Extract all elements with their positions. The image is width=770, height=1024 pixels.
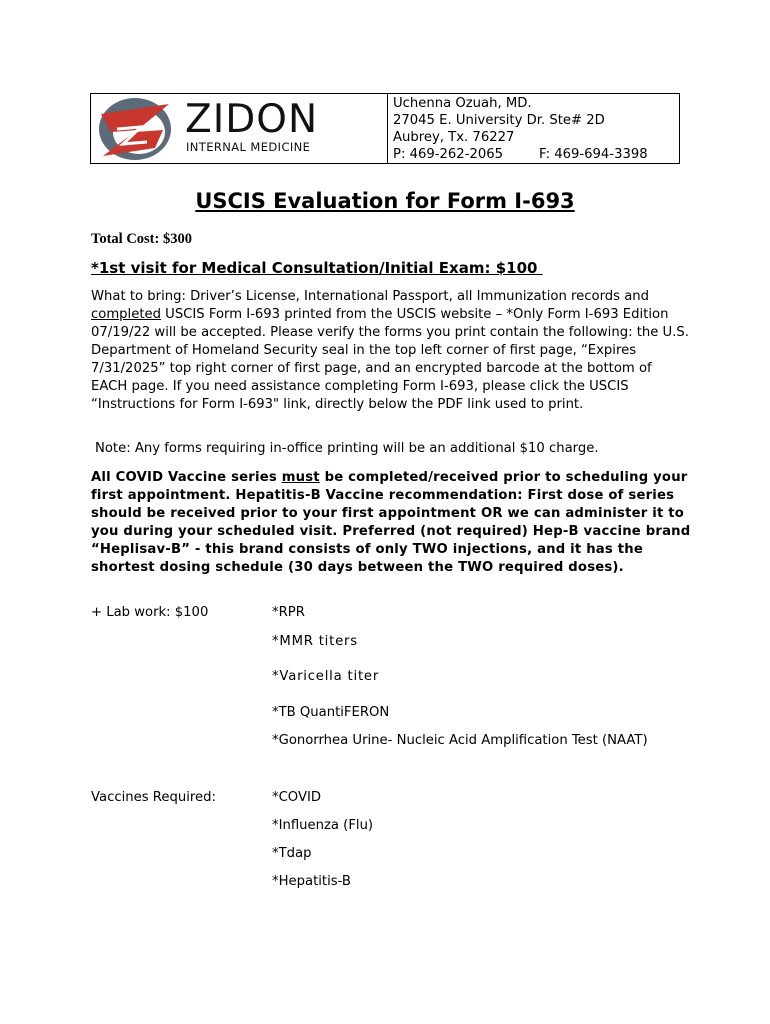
vaccines-label: Vaccines Required:	[91, 790, 216, 805]
what-to-bring-text-2: USCIS Form I-693 printed from the USCIS website – *Only Form I-693 Edition 07/19/22 will be accepted. Please verify the forms you print contain the following: the U.S. Department of Homeland Security seal in the top left corner of first page, “Expires 7/31/2025” top right corner of first page, and an encrypted barcode at the bottom of EACH page. If you need assistance completing Form I-693, please click the USCIS “Instructions for Form I-693" link, directly below the PDF link used to print.	[91, 307, 689, 412]
phone-number: P: 469-262-2065	[393, 147, 504, 162]
printing-note: Note: Any forms requiring in-office printing will be an additional $10 charge.	[95, 441, 599, 456]
fax-number: F: 469-694-3398	[539, 147, 648, 162]
page-title: USCIS Evaluation for Form I-693	[195, 189, 575, 213]
vaccine-item: *Influenza (Flu)	[272, 818, 374, 833]
lab-item: *TB QuantiFERON	[272, 705, 390, 720]
address-line-2: Aubrey, Tx. 76227	[393, 130, 515, 145]
what-to-bring-text-1: What to bring: Driver’s License, International Passport, all Immunization records and	[91, 289, 650, 304]
lab-item: *RPR	[272, 605, 305, 620]
covid-underlined: must	[281, 470, 320, 485]
logo	[91, 94, 387, 163]
vaccine-item: *Hepatitis-B	[272, 874, 351, 889]
what-to-bring-paragraph	[91, 288, 691, 414]
total-cost: Total Cost: $300	[91, 231, 192, 247]
doctor-name: Uchenna Ozuah, MD.	[393, 96, 532, 111]
contact-info	[387, 94, 679, 163]
lab-work-label: + Lab work: $100	[91, 605, 209, 620]
zidon-logo-icon	[97, 96, 181, 162]
lab-item: *MMR titers	[272, 634, 358, 649]
vaccine-item: *COVID	[272, 790, 322, 805]
covid-notice	[91, 469, 691, 577]
brand-name: ZIDON	[185, 97, 319, 142]
letterhead	[90, 93, 680, 164]
vaccine-item: *Tdap	[272, 846, 312, 861]
lab-item: *Varicella titer	[272, 669, 380, 684]
covid-text-1: All COVID Vaccine series	[91, 470, 282, 485]
what-to-bring-underlined: completed	[91, 307, 161, 322]
address-line-1: 27045 E. University Dr. Ste# 2D	[393, 113, 605, 128]
covid-text-2: be completed/received prior to scheduling your first appointment. Hepatitis-B Vaccine recommendation: First dose of series should be received prior to your first appointment OR we can administer it to you during your scheduled visit. Preferred (not required) Hep-B vaccine brand “Heplisav-B” - this brand consists of only TWO injections, and it has the shortest dosing schedule (30 days between the TWO required doses).	[91, 470, 691, 575]
brand-subtitle: INTERNAL MEDICINE	[186, 140, 311, 154]
first-visit-heading: *1st visit for Medical Consultation/Initial Exam: $100	[91, 259, 543, 277]
phone-fax-row	[393, 146, 679, 163]
lab-item: *Gonorrhea Urine- Nucleic Acid Amplification Test (NAAT)	[272, 733, 648, 748]
